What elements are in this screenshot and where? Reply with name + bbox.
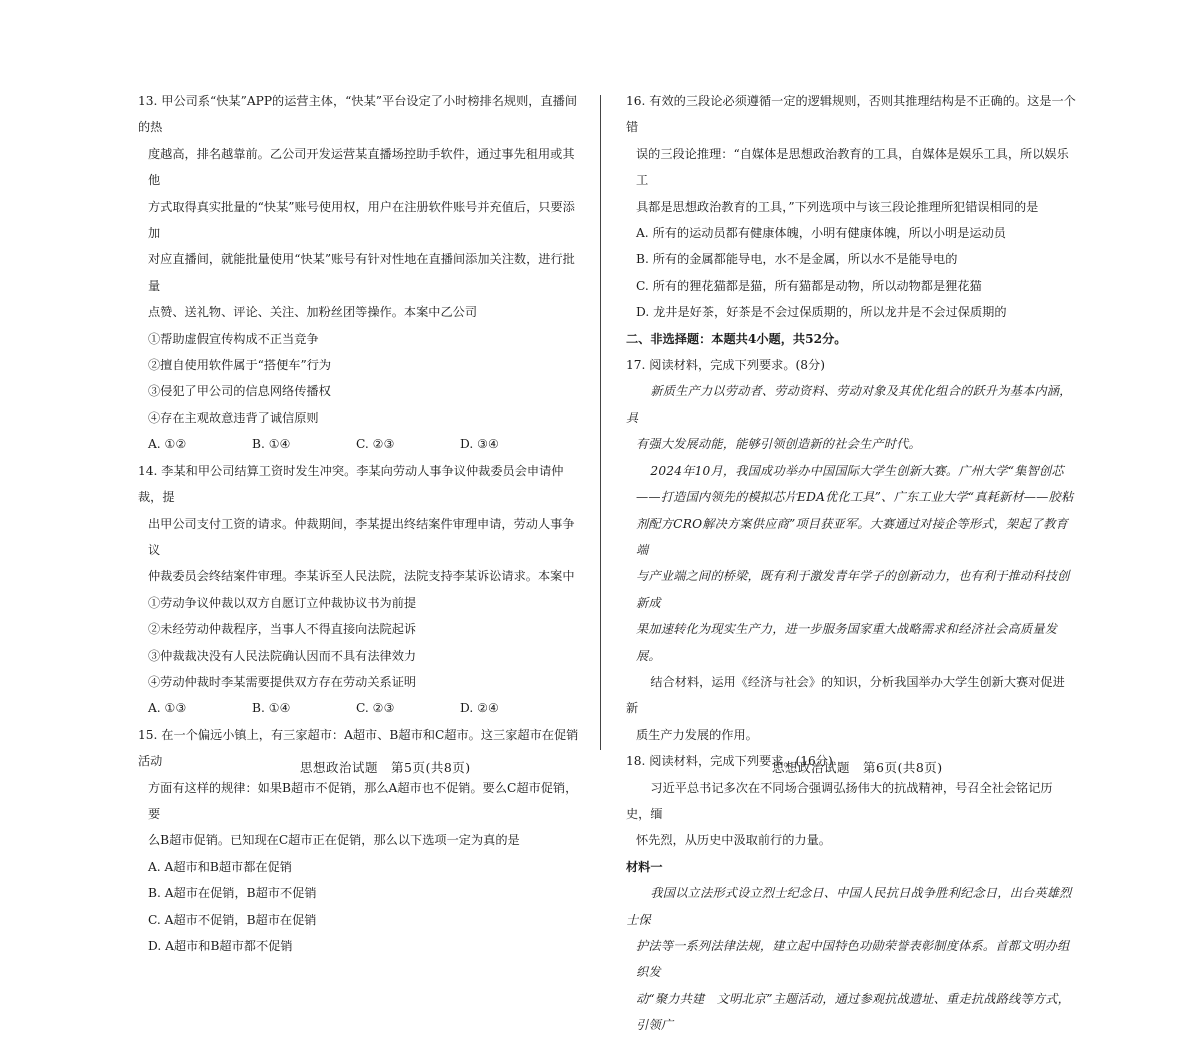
q14-options	[138, 695, 586, 721]
q17-material-line: 剂配方CRO解决方案供应商”项目获亚军。大赛通过对接企等形式，架起了教育端	[636, 516, 1068, 557]
q14-item: ③仲裁裁决没有人民法院确认因而不具有法律效力	[148, 648, 417, 663]
q13-options	[138, 431, 586, 457]
option-c[interactable]: C. 所有的狸花猫都是猫，所有猫都是动物，所以动物都是狸花猫	[636, 278, 982, 293]
q14-line: 仲裁委员会终结案件审理。李某诉至人民法院，法院支持李某诉讼请求。本案中	[148, 569, 575, 584]
q17-task-line: 结合材料，运用《经济与社会》的知识，分析我国举办大学生创新大赛对促进新	[626, 674, 1065, 716]
option-a[interactable]: A. 所有的运动员都有健康体魄，小明有健康体魄，所以小明是运动员	[636, 226, 1006, 241]
option-b[interactable]: B. ①④	[252, 701, 291, 716]
q18-material-line: 动“聚力共建 文明北京”主题活动，通过参观抗战遗址、重走抗战路线等方式，引领广	[636, 991, 1071, 1033]
q13-line: 度越高，排名越靠前。乙公司开发运营某直播场控助手软件，通过事先租用或其他	[148, 146, 575, 188]
option-b[interactable]: B. ①④	[252, 437, 291, 452]
q14-item: ①劳动争议仲裁以双方自愿订立仲裁协议书为前提	[148, 595, 417, 610]
question-13	[138, 88, 586, 458]
q17-material-line: 2024年10月，我国成功举办中国国际大学生创新大赛。广州大学“集智创芯	[650, 463, 1064, 478]
option-c[interactable]: C. ②③	[356, 701, 395, 716]
left-page-footer: 思想政治试题 第5页(共8页)	[300, 760, 471, 775]
q14-item: ④劳动仲裁时李某需要提供双方存在劳动关系证明	[148, 674, 417, 689]
q13-item: ①帮助虚假宣传构成不正当竞争	[148, 331, 319, 346]
q16-line: 误的三段论推理：“自媒体是思想政治教育的工具，自媒体是娱乐工具，所以娱乐工	[636, 146, 1069, 188]
right-page	[626, 88, 1076, 1039]
q13-item: ③侵犯了甲公司的信息网络传播权	[148, 384, 331, 399]
q15-line: 15. 在一个偏远小镇上，有三家超市：A超市、B超市和C超市。这三家超市在促销活动	[138, 727, 579, 769]
q17-material-line: 新质生产力以劳动者、劳动资料、劳动对象及其优化组合的跃升为基本内涵，具	[626, 384, 1072, 425]
q13-line: 对应直播间，就能批量使用“快某”账号有针对性地在直播间添加关注数，进行批量	[148, 252, 575, 293]
q18-intro-line: 怀先烈，从历史中汲取前行的力量。	[636, 833, 831, 848]
q14-line: 出甲公司支付工资的请求。仲裁期间，李某提出终结案件审理申请，劳动人事争议	[148, 516, 575, 557]
q16-line: 具都是思想政治教育的工具，”下列选项中与该三段论推理所犯错误相同的是	[636, 199, 1039, 214]
q13-item: ④存在主观故意违背了诚信原则	[148, 410, 319, 425]
left-page	[138, 88, 586, 959]
material-one-label: 材料一	[626, 859, 663, 874]
section-heading: 二、非选择题：本题共4小题，共52分。	[626, 331, 847, 346]
question-18	[626, 748, 1076, 1038]
option-a[interactable]: A. A超市和B超市都在促销	[148, 859, 292, 874]
q14-item: ②未经劳动仲裁程序，当事人不得直接向法院起诉	[148, 622, 417, 637]
q13-line: 方式取得真实批量的“快某”账号使用权，用户在注册软件账号并充值后，只要添加	[148, 199, 575, 241]
q17-material-line: 有强大发展动能，能够引领创造新的社会生产时代。	[636, 437, 921, 452]
q17-task-line: 质生产力发展的作用。	[636, 727, 758, 742]
q18-material-line: 护法等一系列法律法规，建立起中国特色功勋荣誉表彰制度体系。首都文明办组织发	[636, 939, 1070, 980]
q17-material-line: 果加速转化为现实生产力，进一步服务国家重大战略需求和经济社会高质量发展。	[636, 622, 1058, 663]
q18-material-line: 我国以立法形式设立烈士纪念日、中国人民抗日战争胜利纪念日，出台英雄烈士保	[626, 886, 1072, 927]
question-16	[626, 88, 1076, 326]
q13-line: 点赞、送礼物、评论、关注、加粉丝团等操作。本案中乙公司	[148, 305, 478, 320]
q15-line: 么B超市促销。已知现在C超市正在促销，那么以下选项一定为真的是	[148, 833, 520, 848]
option-a[interactable]: A. ①③	[148, 701, 187, 716]
option-d[interactable]: D. 龙井是好茶，好茶是不会过保质期的，所以龙井是不会过保质期的	[636, 305, 1007, 320]
q17-material-line: ——打造国内领先的模拟芯片EDA优化工具”、广东工业大学“真耗新材——胶粘	[636, 490, 1074, 505]
q17-material-line: 与产业端之间的桥梁，既有利于激发青年学子的创新动力，也有利于推动科技创新成	[636, 569, 1070, 610]
q16-line: 16. 有效的三段论必须遵循一定的逻辑规则，否则其推理结构是不正确的。这是一个错	[626, 94, 1076, 135]
q13-line: 13. 甲公司系“快某”APP的运营主体，“快某”平台设定了小时榜排名规则，直播间的热	[138, 94, 578, 135]
option-c[interactable]: C. ②③	[356, 437, 395, 452]
q18-intro-line: 习近平总书记多次在不同场合强调弘扬伟大的抗战精神，号召全社会铭记历史，缅	[626, 780, 1053, 821]
q17-heading: 17. 阅读材料，完成下列要求。(8分)	[626, 358, 825, 373]
q18-heading: 18. 阅读材料，完成下列要求。(16分)	[626, 754, 833, 769]
option-b[interactable]: B. 所有的金属都能导电，水不是金属，所以水不是能导电的	[636, 252, 958, 267]
q15-line: 方面有这样的规律：如果B超市不促销，那么A超市也不促销。要么C超市促销，要	[148, 780, 578, 821]
question-17	[626, 352, 1076, 748]
option-d[interactable]: D. ③④	[460, 437, 499, 452]
q14-line: 14. 李某和甲公司结算工资时发生冲突。李某向劳动人事争议仲裁委员会申请仲裁，提	[138, 463, 564, 505]
option-b[interactable]: B. A超市在促销，B超市不促销	[148, 886, 317, 901]
page-divider	[600, 95, 601, 750]
right-page-footer: 思想政治试题 第6页(共8页)	[772, 760, 943, 775]
option-a[interactable]: A. ①②	[148, 437, 187, 452]
option-d[interactable]: D. A超市和B超市都不促销	[148, 939, 293, 953]
question-14	[138, 458, 586, 722]
option-c[interactable]: C. A超市不促销，B超市在促销	[148, 912, 317, 927]
q13-item: ②擅自使用软件属于“搭便车”行为	[148, 358, 332, 373]
option-d[interactable]: D. ②④	[460, 701, 499, 716]
